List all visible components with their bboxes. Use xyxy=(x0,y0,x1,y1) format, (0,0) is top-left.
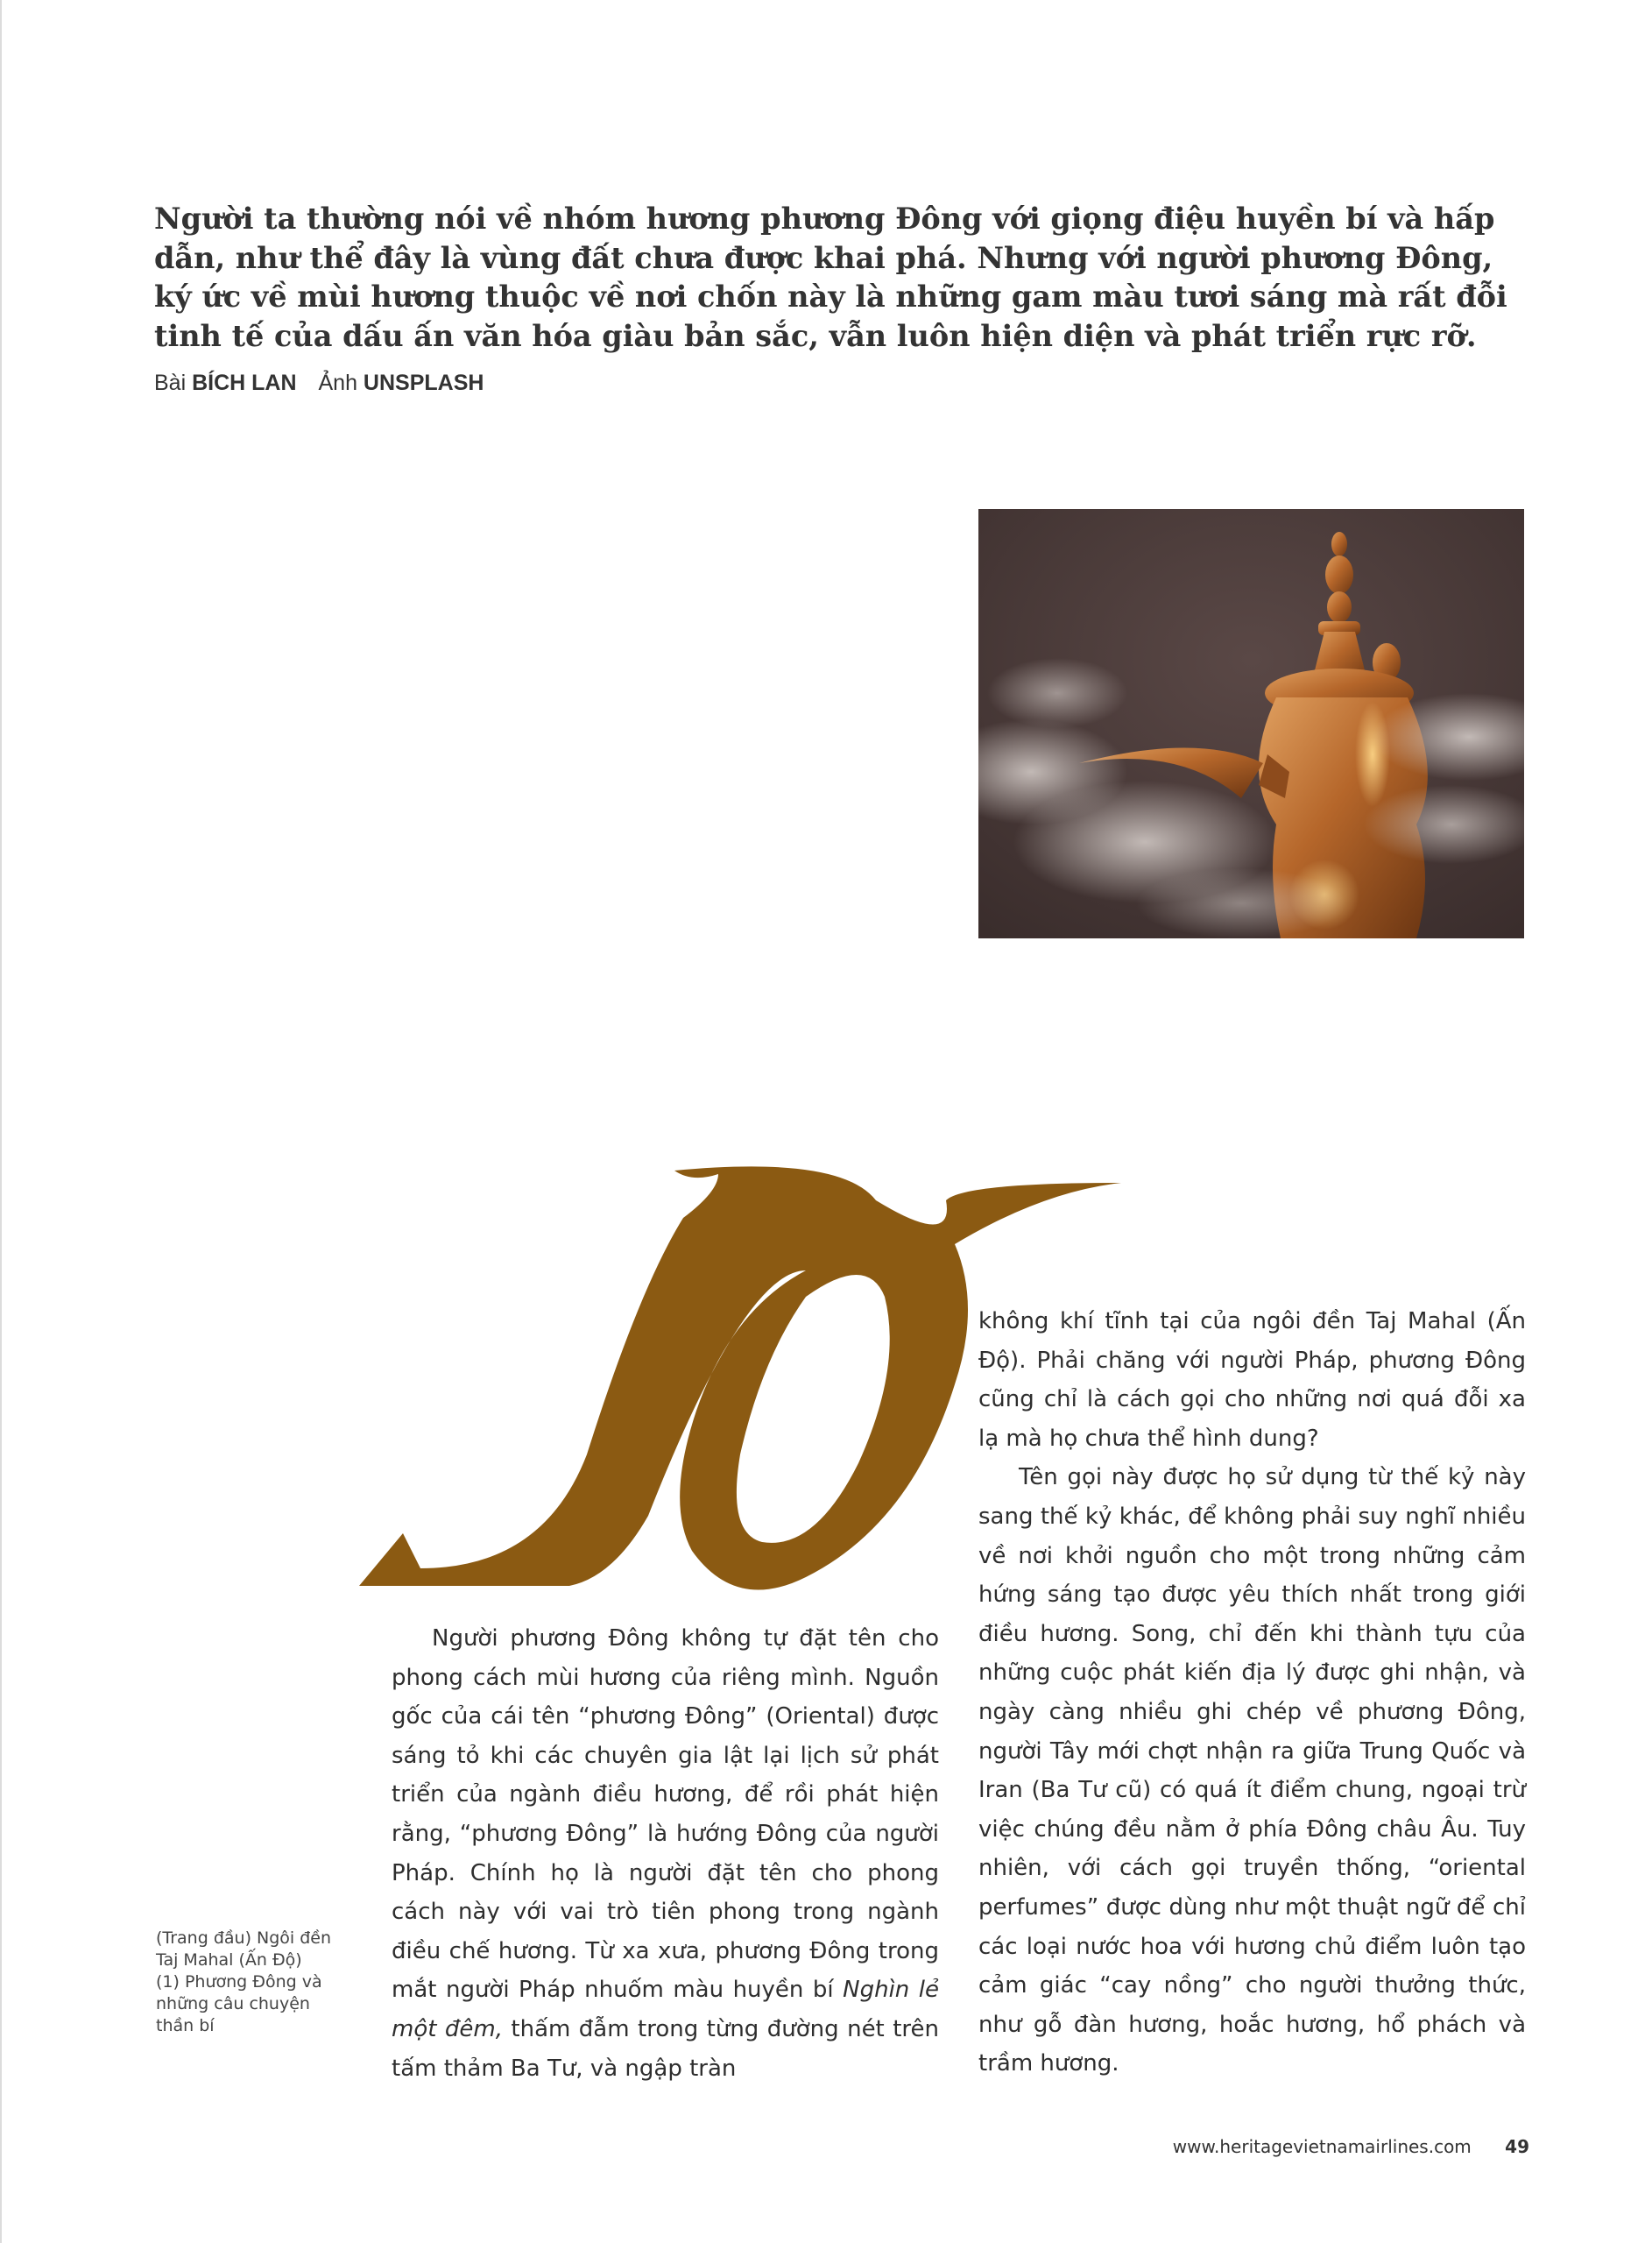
column1-paragraph xyxy=(392,1619,939,2088)
column1-text-a: Người phương Đông không tự đặt tên cho phong cách mùi hương của riêng mình. Nguồn gốc của cái tên “phương Đông” (Oriental) được sáng tỏ khi các chuyên gia lật lại lịch sử phát triển của ngành điều hương, để rồi phát hiện rằng, “phương Đông” là hướng Đông của người Pháp. Chính họ là người đặt tên cho phong cách này với vai trò tiên phong trong ngành điều chế hương. Từ xa xưa, phương Đông trong mắt người Pháp nhuốm màu huyền bí xyxy=(392,1625,939,2004)
caption-line-2: (1) Phương Đông và những câu chuyện thần bí xyxy=(156,1972,322,2035)
column1-text-b: thấm đẫm trong từng đường nét trên tấm thảm Ba Tư, và ngập tràn xyxy=(392,2015,939,2082)
page-footer xyxy=(1173,2136,1529,2157)
column1-italic-title: Nghìn lẻ một đêm, xyxy=(392,1977,939,2042)
byline-photo-label: Ảnh xyxy=(318,371,357,395)
byline-text-label: Bài xyxy=(154,371,187,395)
column2-paragraph-2: Tên gọi này được họ sử dụng từ thế kỷ này sang thế kỷ khác, để không phải suy nghĩ nhiều về nơi khởi nguồn cho một trong những cảm hứng sáng tạo được yêu thích nhất trong giới điều hương. Song, chỉ đến khi thành tựu của những cuộc phát kiến địa lý được ghi nhận, và ngày càng nhiều ghi chép về phương Đông, người Tây mới chợt nhận ra giữa Trung Quốc và Iran (Ba Tư cũ) có quá ít điểm chung, ngoại trừ việc chúng đều nằm ở phía Đông châu Âu. Tuy nhiên, với cách gọi truyền thống, “oriental perfumes” được dùng như một thuật ngữ để chỉ các loại nước hoa với hương chủ điểm luôn tạo cảm giác “cay nồng” cho người thưởng thức, như gỗ đàn hương, hoắc hương, hổ phách và trầm hương. xyxy=(978,1464,1526,2077)
caption-line-1: (Trang đầu) Ngôi đền Taj Mahal (Ấn Độ) xyxy=(156,1928,332,1970)
byline xyxy=(154,371,499,396)
column2-paragraph-1: không khí tĩnh tại của ngôi đền Taj Mahal (Ấn Độ). Phải chăng với người Pháp, phương Đông cũng chỉ là cách gọi cho những nơi quá đỗi xa lạ mà họ chưa thể hình dung? xyxy=(978,1308,1526,1452)
article-column-1 xyxy=(392,1619,939,2088)
footer-url: www.heritagevietnamairlines.com xyxy=(1172,2136,1472,2157)
dallah-photo xyxy=(978,509,1524,938)
photo-caption xyxy=(156,1928,344,2037)
intro-paragraph: Người ta thường nói về nhóm hương phương Đông với giọng điệu huyền bí và hấp dẫn, như thể đây là vùng đất chưa được khai phá. Nhưng với người phương Đông, ký ức về mùi hương thuộc về nơi chốn này là những gam màu tươi sáng mà rất đỗi tinh tế của dấu ấn văn hóa giàu bản sắc, vẫn luôn hiện diện và phát triển rực rỡ. xyxy=(154,202,1507,353)
byline-photographer: UNSPLASH xyxy=(363,371,484,395)
article-column-2 xyxy=(978,1302,1526,2084)
dallah-coffee-pot-image xyxy=(978,509,1524,938)
page-number: 49 xyxy=(1505,2136,1529,2157)
byline-author: BÍCH LAN xyxy=(192,371,297,395)
page-edge-line xyxy=(0,0,2,2243)
